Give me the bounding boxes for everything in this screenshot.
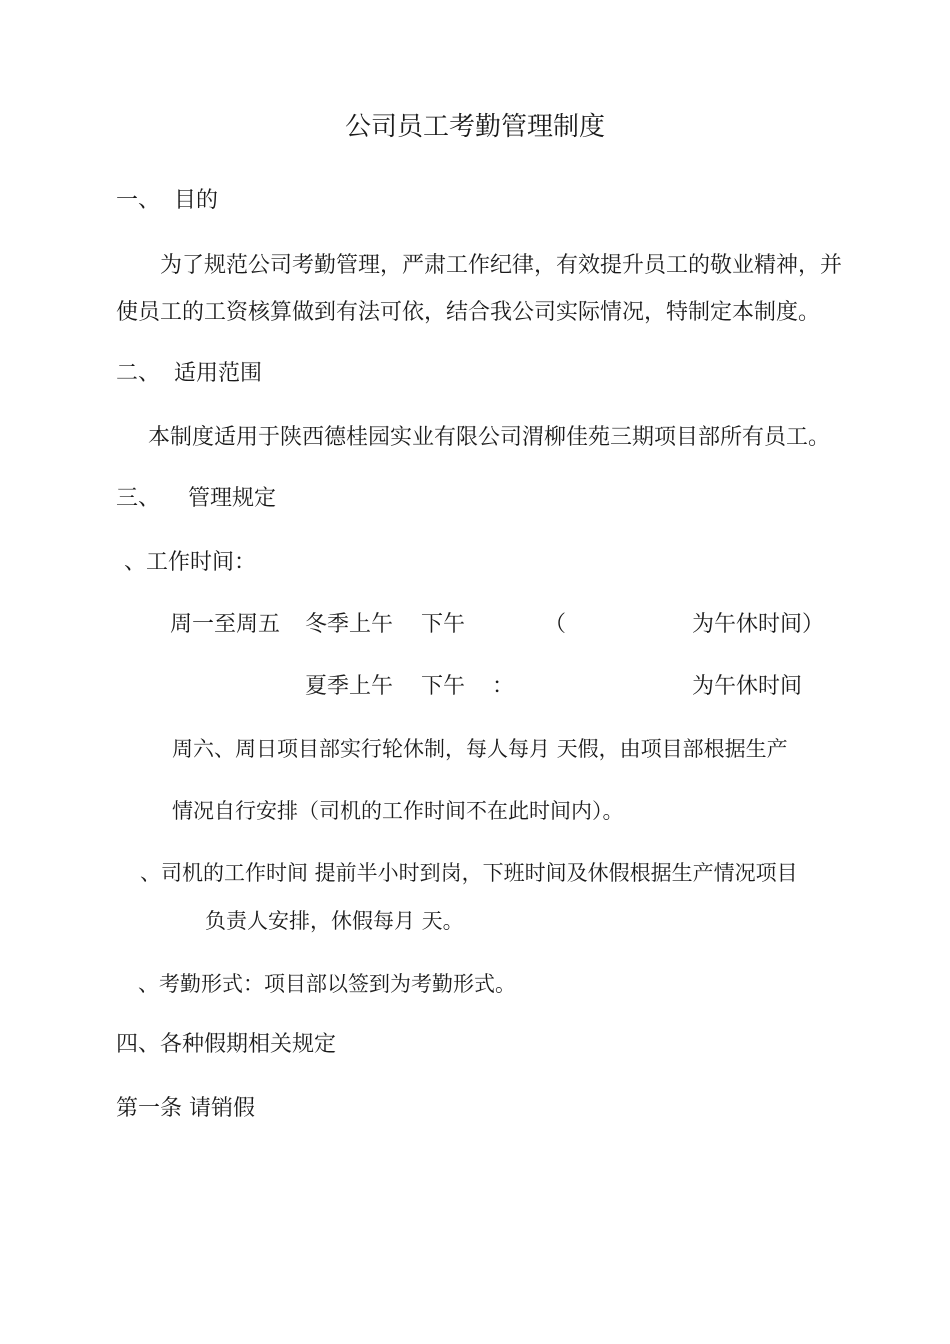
driver-rule-line-2: 负责人安排，休假每月 天。 — [205, 909, 464, 933]
section-1-heading — [116, 186, 218, 216]
weekend-rule-line-2: 情况自行安排（司机的工作时间不在此时间内）。 — [172, 799, 624, 823]
section-1-paragraph-line-2: 使员工的工资核算做到有法可依，结合我公司实际情况，特制定本制度。 — [116, 300, 821, 325]
section-2-heading — [116, 359, 262, 389]
schedule-row2-note: 为午休时间 — [692, 674, 803, 699]
section-2-paragraph: 本制度适用于陕西德桂园实业有限公司渭柳佳苑三期项目部所有员工。 — [148, 425, 831, 450]
article-1-heading: 第一条 请销假 — [116, 1096, 255, 1121]
section-3-heading — [116, 484, 276, 514]
schedule-row2-colon: ： — [492, 674, 515, 699]
work-time-label: 、工作时间： — [124, 550, 257, 575]
driver-rule-line-1: 、司机的工作时间 提前半小时到岗，下班时间及休假根据生产情况项目 — [140, 861, 798, 885]
schedule-row1-season: 冬季上午 — [305, 612, 394, 637]
section-1-paragraph-line-1: 为了规范公司考勤管理，严肃工作纪律，有效提升员工的敬业精神，并 — [160, 253, 843, 278]
section-3-number: 三、 — [116, 486, 161, 511]
section-2-number: 二、 — [116, 361, 161, 386]
schedule-row1-paren: （ — [544, 612, 567, 637]
schedule-row2-season: 夏季上午 — [305, 674, 394, 699]
section-3-title: 管理规定 — [188, 486, 277, 511]
section-1-title: 目的 — [174, 188, 219, 213]
schedule-row1-pm: 下午 — [421, 612, 466, 637]
section-1-number: 一、 — [116, 188, 161, 213]
schedule-row2-pm: 下午 — [421, 674, 466, 699]
document-title: 公司员工考勤管理制度 — [344, 112, 605, 142]
schedule-row1-note: 为午休时间） — [692, 612, 825, 637]
attendance-rule: 、考勤形式：项目部以签到为考勤形式。 — [138, 972, 516, 996]
section-4-heading: 四、各种假期相关规定 — [116, 1032, 337, 1057]
section-2-title: 适用范围 — [174, 361, 263, 386]
weekend-rule-line-1: 周六、周日项目部实行轮休制，每人每月 天假，由项目部根据生产 — [172, 737, 788, 761]
schedule-row1-days: 周一至周五 — [170, 612, 281, 637]
